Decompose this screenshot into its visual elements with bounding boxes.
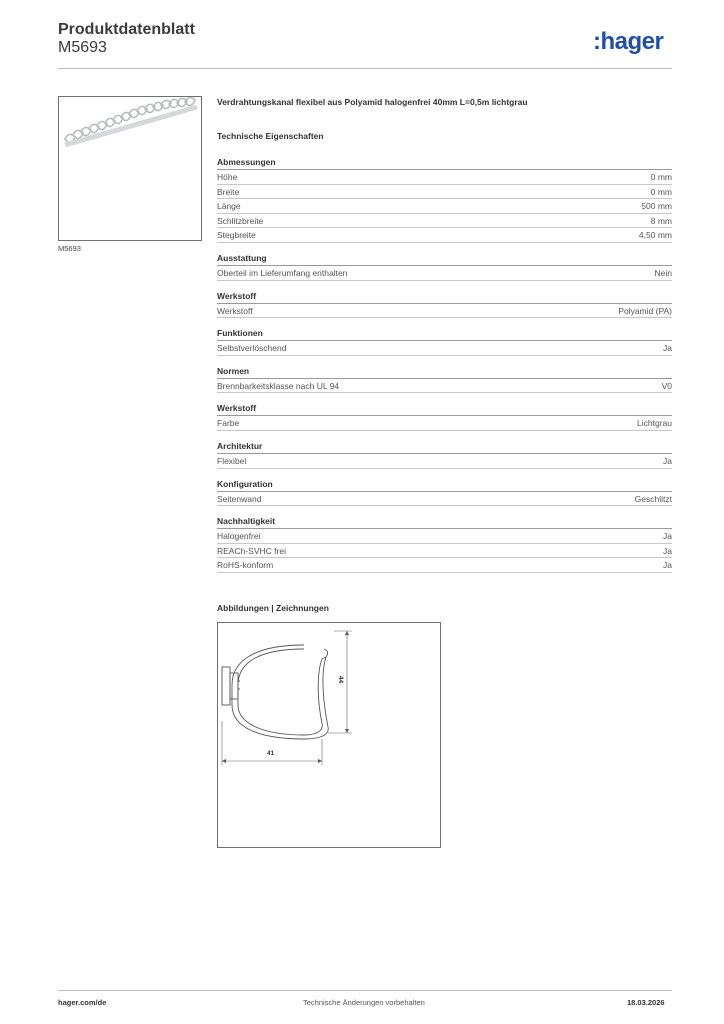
spec-value: Ja bbox=[663, 531, 672, 542]
spec-label: REACh-SVHC frei bbox=[217, 545, 286, 556]
spec-group bbox=[217, 478, 672, 507]
spec-group bbox=[217, 156, 672, 243]
spec-value: Ja bbox=[663, 343, 672, 354]
footer-date: 18.03.2026 bbox=[627, 998, 665, 1007]
spec-group-title: Werkstoff bbox=[217, 290, 672, 304]
spec-group bbox=[217, 290, 672, 319]
spec-row bbox=[217, 228, 672, 243]
spec-label: Halogenfrei bbox=[217, 531, 261, 542]
spec-value: V0 bbox=[661, 380, 672, 391]
spec-group bbox=[217, 440, 672, 469]
spec-value: 0 mm bbox=[650, 172, 672, 182]
image-caption: M5693 bbox=[58, 244, 81, 253]
footer-divider bbox=[58, 990, 672, 991]
document-title: Produktdatenblatt bbox=[58, 21, 195, 38]
spec-row bbox=[217, 304, 672, 319]
spec-group bbox=[217, 402, 672, 431]
spec-label: Selbstverlöschend bbox=[217, 343, 287, 354]
spec-row bbox=[217, 185, 672, 200]
spec-group bbox=[217, 515, 672, 573]
logo-text: hager bbox=[600, 28, 664, 55]
product-title: Verdrahtungskanal flexibel aus Polyamid halogenfrei 40mm L=0,5m lichtgrau bbox=[217, 97, 528, 107]
spec-value: Lichtgrau bbox=[637, 418, 672, 429]
spec-value: Geschlitzt bbox=[634, 493, 672, 504]
spec-row bbox=[217, 529, 672, 544]
footer-disclaimer: Technische Änderungen vorbehalten bbox=[303, 998, 425, 1007]
product-code: M5693 bbox=[58, 39, 107, 56]
spec-group-title: Ausstattung bbox=[217, 252, 672, 266]
spec-value: Ja bbox=[663, 560, 672, 571]
product-image bbox=[58, 96, 202, 241]
spec-label: Seitenwand bbox=[217, 493, 262, 504]
header-divider bbox=[58, 68, 672, 69]
spec-row bbox=[217, 341, 672, 356]
spec-group-title: Funktionen bbox=[217, 327, 672, 341]
spec-row bbox=[217, 199, 672, 214]
spec-row bbox=[217, 379, 672, 394]
spec-label: Brennbarkeitsklasse nach UL 94 bbox=[217, 380, 340, 391]
spec-groups bbox=[217, 156, 672, 573]
spec-row bbox=[217, 170, 672, 185]
spec-value: 0 mm bbox=[650, 186, 672, 197]
spec-label: Höhe bbox=[217, 172, 238, 182]
spec-group bbox=[217, 365, 672, 394]
spec-row bbox=[217, 416, 672, 431]
footer-website[interactable]: hager.com/de bbox=[58, 998, 107, 1007]
cross-section-drawing bbox=[218, 623, 440, 847]
spec-group-title: Konfiguration bbox=[217, 478, 672, 492]
spec-value: 4,50 mm bbox=[638, 230, 672, 241]
spec-row bbox=[217, 492, 672, 507]
coiled-channel-image bbox=[59, 97, 201, 240]
section-title: Technische Eigenschaften bbox=[217, 131, 324, 141]
spec-value: 8 mm bbox=[650, 215, 672, 226]
dimension-height: 44 bbox=[337, 675, 345, 684]
spec-group bbox=[217, 327, 672, 356]
spec-row bbox=[217, 454, 672, 469]
spec-label: Oberteil im Lieferumfang enthalten bbox=[217, 267, 348, 278]
spec-value: Ja bbox=[663, 455, 672, 466]
spec-row bbox=[217, 214, 672, 229]
spec-row bbox=[217, 558, 672, 573]
spec-group-title: Nachhaltigkeit bbox=[217, 515, 672, 529]
spec-value: Ja bbox=[663, 545, 672, 556]
spec-label: Länge bbox=[217, 201, 241, 212]
spec-label: Werkstoff bbox=[217, 305, 253, 316]
spec-value: 500 mm bbox=[641, 201, 672, 212]
spec-row bbox=[217, 544, 672, 559]
hager-logo: :hager bbox=[593, 28, 664, 55]
spec-row bbox=[217, 266, 672, 281]
spec-group-title: Normen bbox=[217, 365, 672, 379]
spec-label: Schlitzbreite bbox=[217, 215, 264, 226]
spec-label: Farbe bbox=[217, 418, 240, 429]
spec-group-title: Werkstoff bbox=[217, 402, 672, 416]
spec-label: RoHS-konform bbox=[217, 560, 274, 571]
spec-group-title: Abmessungen bbox=[217, 156, 672, 170]
spec-label: Stegbreite bbox=[217, 230, 256, 241]
specifications bbox=[217, 96, 672, 573]
spec-group bbox=[217, 252, 672, 281]
dimension-width: 41 bbox=[267, 750, 275, 757]
spec-value: Polyamid (PA) bbox=[618, 305, 672, 316]
figures-title: Abbildungen | Zeichnungen bbox=[217, 603, 329, 613]
spec-label: Flexibel bbox=[217, 455, 247, 466]
spec-group-title: Architektur bbox=[217, 440, 672, 454]
spec-label: Breite bbox=[217, 186, 240, 197]
spec-value: Nein bbox=[654, 267, 672, 278]
technical-drawing bbox=[217, 622, 441, 848]
